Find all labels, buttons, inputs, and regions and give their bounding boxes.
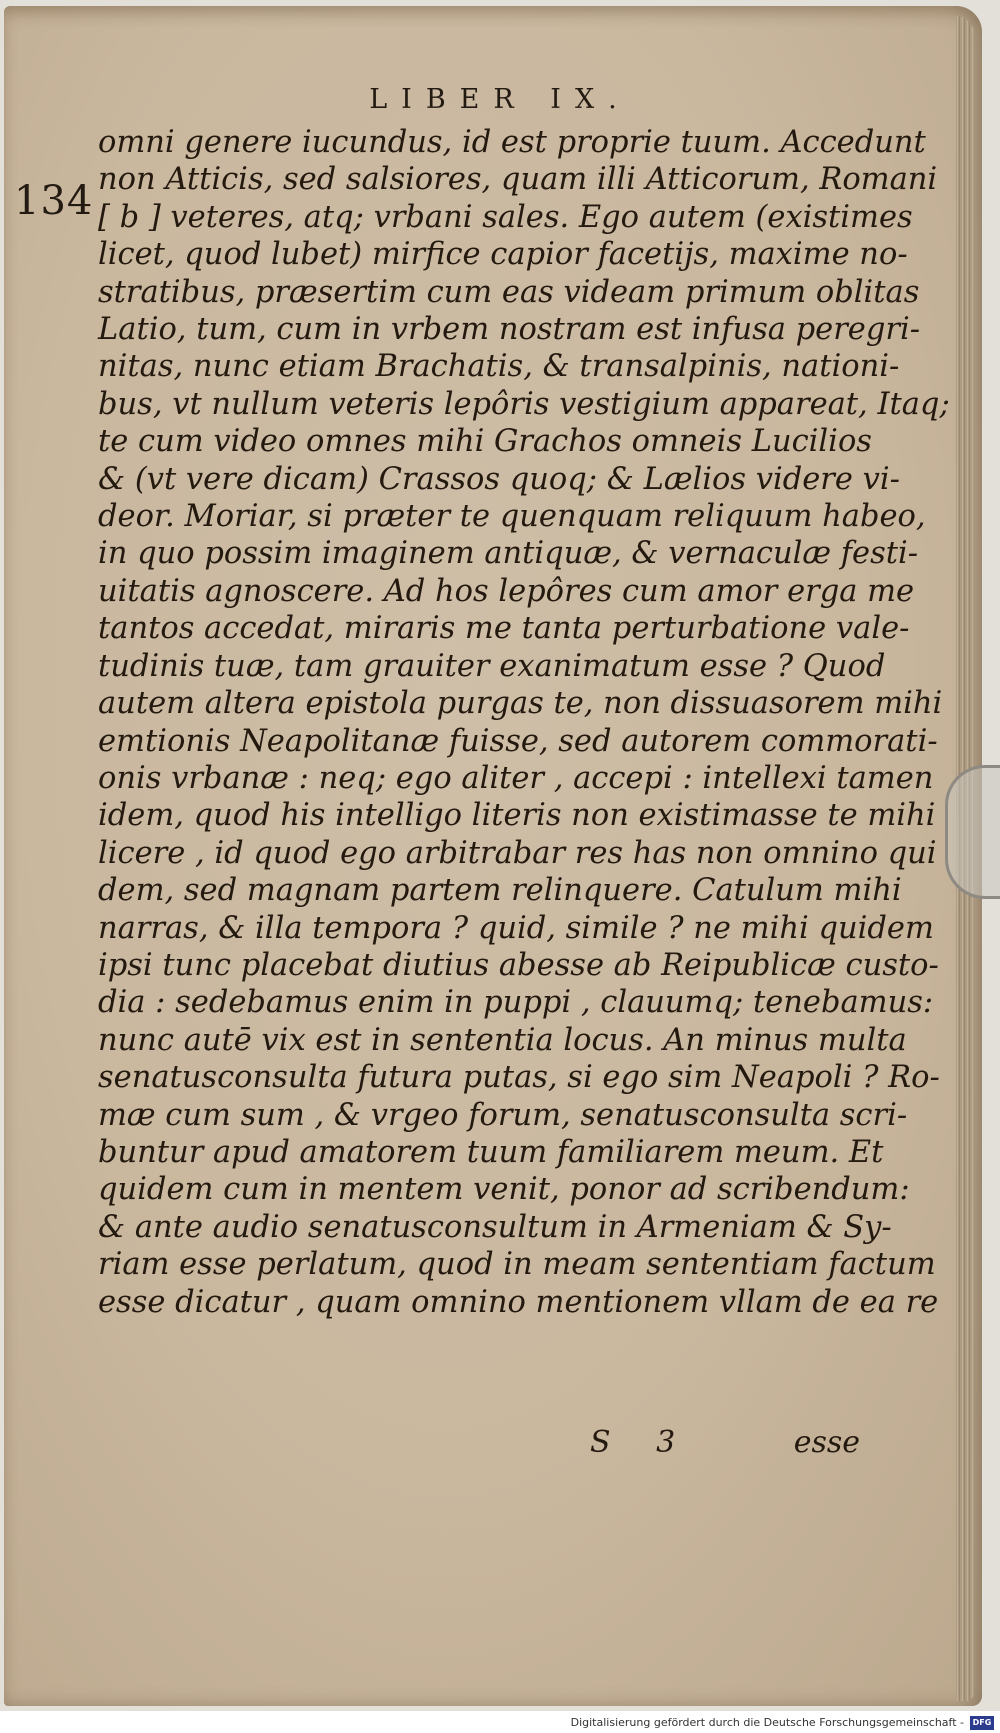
text-line: licet, quod lubet) mirfice capior facetijs, maxime no- (98, 237, 908, 273)
funding-credit: Digitalisierung gefördert durch die Deutsche Forschungsgemeinschaft - (570, 1716, 964, 1729)
folio-number: 134 (14, 178, 94, 224)
text-line: tantos accedat, miraris me tanta perturbatione vale- (98, 611, 910, 647)
text-line: non Atticis, sed salsiores, quam illi Atticorum, Romani (98, 162, 938, 198)
text-line: & ante audio senatusconsultum in Armeniam & Sy- (98, 1209, 892, 1245)
text-line: [ b ] veteres, atq; vrbani sales. Ego autem (existimes (98, 199, 913, 235)
text-line: nunc autē vix est in sententia locus. An minus multa (98, 1022, 907, 1058)
running-head: LIBER IX. (369, 84, 631, 115)
text-line: senatusconsulta futura putas, si ego sim Neapoli ? Ro- (98, 1060, 940, 1096)
text-line: stratibus, præsertim cum eas videam primum oblitas (98, 274, 920, 310)
body-text (98, 124, 950, 1321)
text-line: te cum video omnes mihi Grachos omneis Lucilios (98, 424, 872, 460)
text-line: idem, quod his intelligo literis non existimasse te mihi (98, 798, 936, 834)
text-line: onis vrbanæ : neq; ego aliter , accepi : intellexi tamen (98, 760, 934, 796)
text-line: dem, sed magnam partem relinquere. Catulum mihi (98, 873, 902, 909)
text-line: buntur apud amatorem tuum familiarem meum. Et (98, 1134, 884, 1170)
text-line: & (vt vere dicam) Crassos quoq; & Lælios videre vi- (98, 461, 900, 497)
dfg-logo-icon: DFG (970, 1716, 994, 1730)
text-line: emtionis Neapolitanæ fuisse, sed autorem commorati- (98, 723, 938, 759)
text-line: tudinis tuæ, tam grauiter exanimatum esse ? Quod (98, 648, 886, 684)
text-line: mæ cum sum , & vrgeo forum, senatusconsulta scri- (98, 1097, 908, 1133)
signature-mark: S 3 (590, 1425, 694, 1460)
text-line: deor. Moriar, si præter te quenquam reliquum habeo, (98, 499, 926, 535)
catchword: esse (793, 1425, 860, 1460)
text-line: uitatis agnoscere. Ad hos lepôres cum amor erga me (98, 573, 915, 609)
text-line: esse dicatur , quam omnino mentionem vllam de ea re (98, 1284, 939, 1320)
book-clasp (945, 765, 1000, 899)
text-line: omni genere iucundus, id est proprie tuum. Accedunt (98, 125, 926, 160)
text-line: Latio, tum, cum in vrbem nostram est infusa peregri- (98, 312, 921, 348)
text-line: dia : sedebamus enim in puppi , clauumq; tenebamus: (98, 985, 934, 1021)
text-line: licere , id quod ego arbitrabar res has non omnino qui (98, 835, 937, 871)
digitization-footer (0, 1711, 1000, 1733)
text-line: quidem cum in mentem venit, ponor ad scribendum: (98, 1172, 910, 1208)
text-line: bus, vt nullum veteris lepôris vestigium appareat, Itaq; (98, 386, 950, 422)
text-line: autem altera epistola purgas te, non dissuasorem mihi (98, 686, 943, 722)
text-line: ipsi tunc placebat diutius abesse ab Reipublicæ custo- (98, 947, 939, 983)
text-line: narras, & illa tempora ? quid, simile ? ne mihi quidem (98, 910, 934, 946)
text-line: in quo possim imaginem antiquæ, & vernaculæ festi- (98, 536, 919, 572)
text-line: nitas, nunc etiam Brachatis, & transalpinis, nationi- (98, 349, 900, 385)
text-line: riam esse perlatum, quod in meam sententiam factum (98, 1247, 936, 1283)
